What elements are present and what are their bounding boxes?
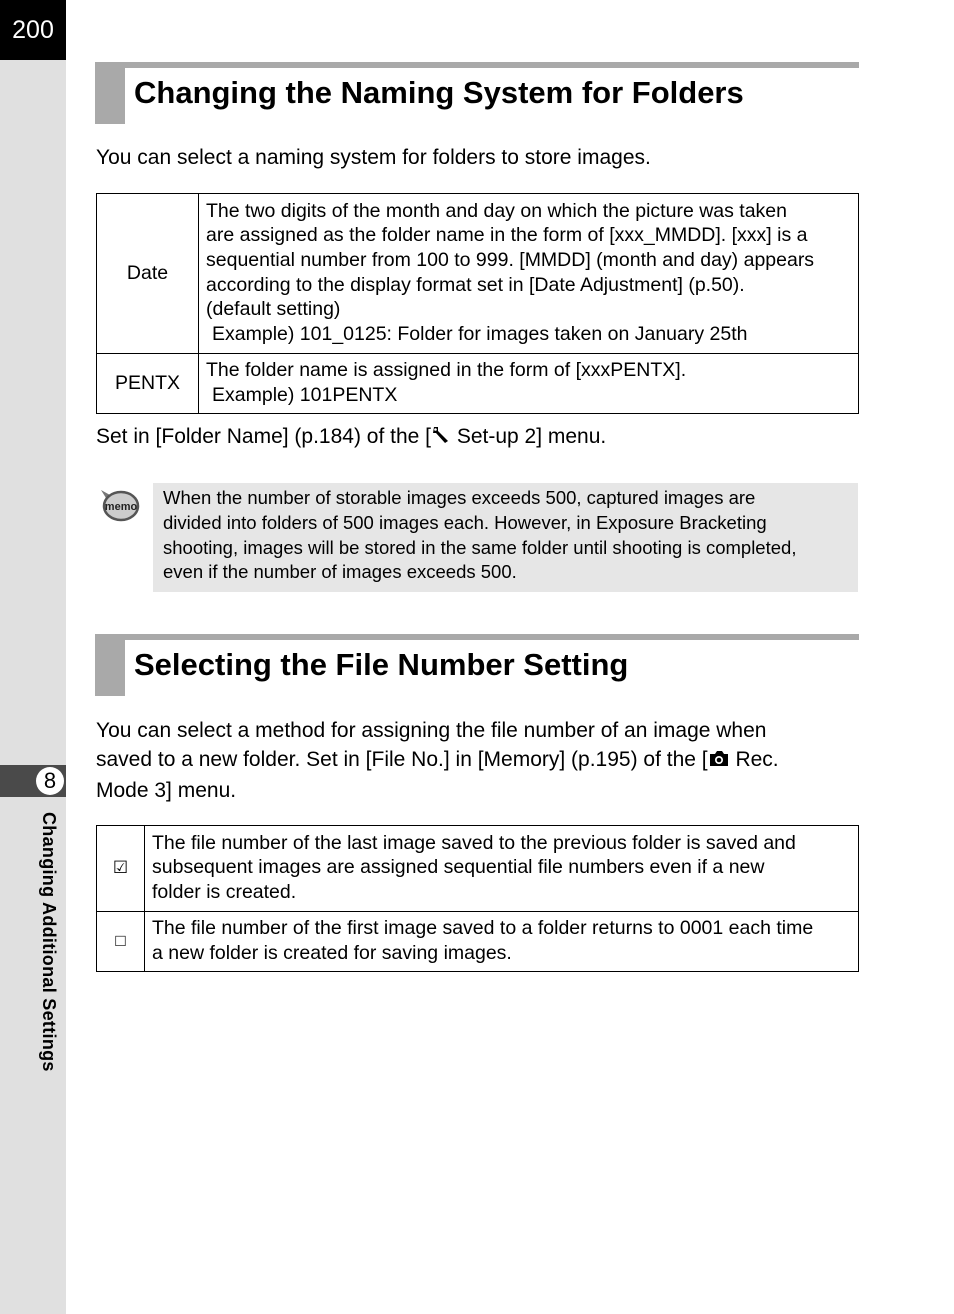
camera-icon (708, 747, 730, 776)
description-line: The two digits of the month and day on which the picture was taken (206, 199, 788, 222)
example-line: Example) 101PENTX (212, 383, 398, 406)
description-line: are assigned as the folder name in the form of [xxx_MMDD]. [xxx] is a (206, 224, 808, 247)
page-number: 200 (0, 0, 66, 60)
memo-label: memo (104, 501, 138, 513)
heading-accent (95, 68, 125, 124)
example-line: Example) 101_0125: Folder for images taken on January 25th (212, 322, 748, 345)
memo-note (153, 483, 858, 592)
checkbox-checked-icon: ☑ (97, 826, 145, 912)
setting-location: Set in [Folder Name] (p.184) of the [ Set-up 2] menu. (96, 422, 858, 453)
option-key: PENTX (97, 354, 199, 414)
chapter-title: Changing Additional Settings (39, 812, 59, 1072)
description-line: subsequent images are assigned sequential file numbers even if a new (152, 856, 765, 879)
memo-line: shooting, images will be stored in the same folder until shooting is completed, (163, 536, 797, 558)
option-description (199, 354, 859, 414)
file-number-table (96, 825, 859, 972)
section-intro: You can select a naming system for folders to store images. (96, 146, 651, 169)
description-line: folder is created. (152, 880, 297, 903)
checkbox-unchecked-icon: □ (97, 912, 145, 972)
section-title: Changing the Naming System for Folders (134, 75, 744, 110)
description-line: The folder name is assigned in the form of [xxxPENTX]. (206, 358, 687, 381)
side-strip (0, 0, 66, 1314)
chapter-number: 8 (36, 767, 64, 795)
wrench-icon (431, 424, 451, 453)
option-description (145, 912, 859, 972)
memo-line: When the number of storable images exceeds 500, captured images are (163, 487, 756, 508)
memo-icon (98, 486, 142, 526)
section-title: Selecting the File Number Setting (134, 647, 629, 682)
option-description (199, 194, 859, 354)
description-line: The file number of the first image saved to a folder returns to 0001 each time (152, 916, 814, 939)
section-heading-folders (95, 62, 859, 124)
memo-line: divided into folders of 500 images each. However, in Exposure Bracketing (163, 511, 767, 533)
folder-naming-table (96, 193, 859, 414)
heading-accent (95, 640, 125, 696)
description-line: sequential number from 100 to 999. [MMDD] (month and day) appears (206, 248, 815, 271)
section-intro: You can select a method for assigning the file number of an image when saved to a new folder. Set in [File No.] in [Memory] (p.195) of the [ Rec. Mode 3] menu. (96, 719, 779, 802)
table-row (97, 194, 859, 354)
table-row (97, 354, 859, 414)
option-key: Date (97, 194, 199, 354)
description-line: The file number of the last image saved to the previous folder is saved and (152, 831, 796, 854)
section-heading-file-number (95, 634, 859, 696)
memo-line: even if the number of images exceeds 500. (163, 561, 517, 583)
description-line: according to the display format set in [Date Adjustment] (p.50). (206, 273, 745, 296)
table-row (97, 912, 859, 972)
description-line: a new folder is created for saving images. (152, 941, 512, 964)
option-description (145, 826, 859, 912)
table-row (97, 826, 859, 912)
description-line: (default setting) (206, 298, 341, 321)
